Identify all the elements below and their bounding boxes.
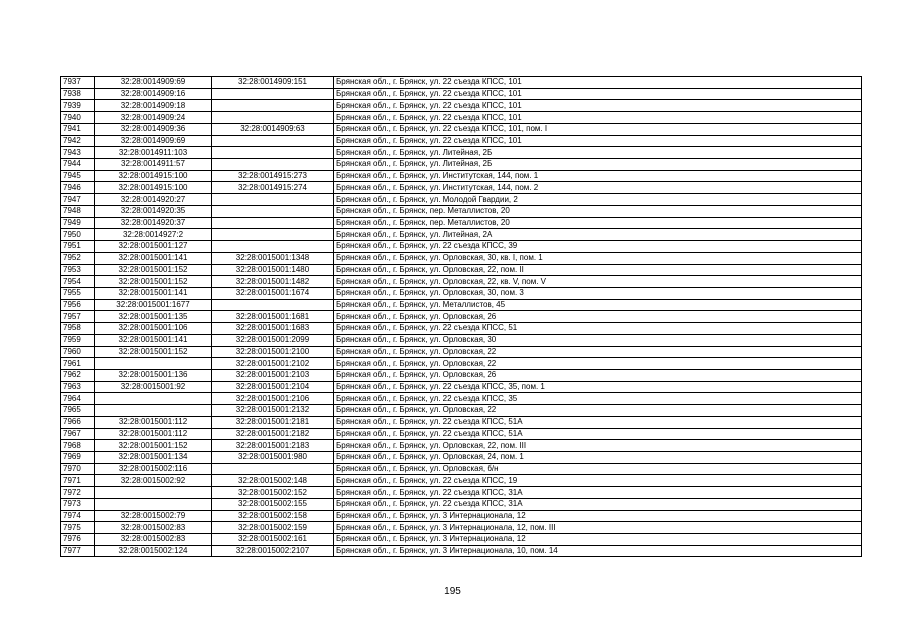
table-row [61,405,862,417]
cadastral-number-cell: 32:28:0014920:37 [95,217,212,229]
address-cell: Брянская обл., г. Брянск, ул. Орловская, 22, пом. II [334,264,862,276]
cadastral-number-cell: 32:28:0014909:24 [95,112,212,124]
cadastral-number-cell: 32:28:0015001:1677 [95,299,212,311]
sub-object-number-cell: 32:28:0014915:274 [212,182,334,194]
property-register-table [60,76,862,557]
cadastral-number-cell: 32:28:0015001:152 [95,276,212,288]
row-number-cell: 7938 [61,88,95,100]
table-row [61,229,862,241]
address-cell: Брянская обл., г. Брянск, ул. Орловская, 22, кв. V, пом. V [334,276,862,288]
address-cell: Брянская обл., г. Брянск, ул. 22 съезда КПСС, 101 [334,100,862,112]
row-number-cell: 7952 [61,252,95,264]
table-row [61,123,862,135]
address-cell: Брянская обл., г. Брянск, ул. Орловская, 24, пом. 1 [334,452,862,464]
row-number-cell: 7941 [61,123,95,135]
sub-object-number-cell: 32:28:0015001:1683 [212,323,334,335]
sub-object-number-cell: 32:28:0015001:2104 [212,381,334,393]
address-cell: Брянская обл., г. Брянск, ул. Литейная, 2Б [334,147,862,159]
table-row [61,334,862,346]
address-cell: Брянская обл., г. Брянск, ул. 22 съезда КПСС, 51 [334,323,862,335]
table-row [61,522,862,534]
cadastral-number-cell: 32:28:0015001:127 [95,241,212,253]
table-row [61,135,862,147]
row-number-cell: 7946 [61,182,95,194]
cadastral-number-cell: 32:28:0014927:2 [95,229,212,241]
sub-object-number-cell: 32:28:0015001:2103 [212,369,334,381]
address-cell: Брянская обл., г. Брянск, ул. 3 Интернационала, 12 [334,510,862,522]
row-number-cell: 7969 [61,452,95,464]
sub-object-number-cell: 32:28:0015001:1674 [212,287,334,299]
sub-object-number-cell: 32:28:0015001:2106 [212,393,334,405]
cadastral-number-cell: 32:28:0014909:36 [95,123,212,135]
sub-object-number-cell [212,299,334,311]
sub-object-number-cell: 32:28:0015001:2102 [212,358,334,370]
row-number-cell: 7961 [61,358,95,370]
cadastral-number-cell: 32:28:0015002:116 [95,463,212,475]
sub-object-number-cell: 32:28:0015001:1482 [212,276,334,288]
row-number-cell: 7965 [61,405,95,417]
row-number-cell: 7960 [61,346,95,358]
table-row [61,299,862,311]
table-row [61,88,862,100]
cadastral-number-cell: 32:28:0015001:106 [95,323,212,335]
cadastral-number-cell [95,393,212,405]
table-row [61,311,862,323]
page-number: 195 [444,586,461,597]
address-cell: Брянская обл., г. Брянск, ул. 22 съезда КПСС, 31А [334,487,862,499]
row-number-cell: 7959 [61,334,95,346]
cadastral-number-cell: 32:28:0015001:136 [95,369,212,381]
cadastral-number-cell: 32:28:0014915:100 [95,182,212,194]
address-cell: Брянская обл., г. Брянск, ул. 22 съезда КПСС, 101 [334,77,862,89]
address-cell: Брянская обл., г. Брянск, ул. 22 съезда КПСС, 31А [334,498,862,510]
row-number-cell: 7973 [61,498,95,510]
sub-object-number-cell: 32:28:0015002:148 [212,475,334,487]
address-cell: Брянская обл., г. Брянск, ул. Орловская, 30 [334,334,862,346]
sub-object-number-cell [212,241,334,253]
table-row [61,358,862,370]
table-row [61,475,862,487]
sub-object-number-cell: 32:28:0015001:1681 [212,311,334,323]
cadastral-number-cell: 32:28:0015001:141 [95,252,212,264]
sub-object-number-cell: 32:28:0015002:158 [212,510,334,522]
row-number-cell: 7971 [61,475,95,487]
address-cell: Брянская обл., г. Брянск, ул. Молодой Гвардии, 2 [334,194,862,206]
sub-object-number-cell: 32:28:0015001:2099 [212,334,334,346]
cadastral-number-cell: 32:28:0015001:112 [95,428,212,440]
sub-object-number-cell: 32:28:0015002:161 [212,534,334,546]
sub-object-number-cell [212,194,334,206]
table-row [61,147,862,159]
address-cell: Брянская обл., г. Брянск, ул. Литейная, 2А [334,229,862,241]
row-number-cell: 7964 [61,393,95,405]
table-row [61,393,862,405]
cadastral-number-cell: 32:28:0015001:112 [95,416,212,428]
cadastral-number-cell: 32:28:0015002:83 [95,522,212,534]
sub-object-number-cell [212,229,334,241]
cadastral-number-cell: 32:28:0014920:27 [95,194,212,206]
cadastral-number-cell: 32:28:0015001:134 [95,452,212,464]
address-cell: Брянская обл., г. Брянск, ул. Орловская, 22 [334,358,862,370]
address-cell: Брянская обл., г. Брянск, ул. Институтская, 144, пом. 2 [334,182,862,194]
cadastral-number-cell: 32:28:0015002:124 [95,545,212,557]
row-number-cell: 7939 [61,100,95,112]
table-row [61,100,862,112]
table-row [61,452,862,464]
address-cell: Брянская обл., г. Брянск, ул. 22 съезда КПСС, 101 [334,112,862,124]
table-row [61,194,862,206]
sub-object-number-cell: 32:28:0014909:63 [212,123,334,135]
table-row [61,534,862,546]
address-cell: Брянская обл., г. Брянск, ул. 22 съезда КПСС, 101, пом. I [334,123,862,135]
cadastral-number-cell: 32:28:0014920:35 [95,205,212,217]
sub-object-number-cell [212,205,334,217]
row-number-cell: 7975 [61,522,95,534]
table-row [61,112,862,124]
table-row [61,252,862,264]
row-number-cell: 7977 [61,545,95,557]
table-row [61,510,862,522]
address-cell: Брянская обл., г. Брянск, ул. Орловская, 26 [334,311,862,323]
address-cell: Брянская обл., г. Брянск, пер. Металлистов, 20 [334,217,862,229]
table-row [61,276,862,288]
cadastral-number-cell [95,487,212,499]
cadastral-number-cell [95,405,212,417]
row-number-cell: 7945 [61,170,95,182]
address-cell: Брянская обл., г. Брянск, ул. Орловская, 22 [334,405,862,417]
row-number-cell: 7962 [61,369,95,381]
cadastral-number-cell: 32:28:0014909:69 [95,135,212,147]
sub-object-number-cell [212,88,334,100]
sub-object-number-cell [212,217,334,229]
cadastral-number-cell: 32:28:0015001:152 [95,440,212,452]
table-body [61,77,862,557]
row-number-cell: 7953 [61,264,95,276]
table-row [61,217,862,229]
cadastral-number-cell: 32:28:0015001:135 [95,311,212,323]
cadastral-number-cell: 32:28:0014911:103 [95,147,212,159]
table-row [61,287,862,299]
cadastral-number-cell: 32:28:0015001:141 [95,287,212,299]
address-cell: Брянская обл., г. Брянск, ул. 22 съезда КПСС, 51А [334,428,862,440]
table-row [61,440,862,452]
address-cell: Брянская обл., г. Брянск, ул. Орловская, 22, пом. III [334,440,862,452]
row-number-cell: 7958 [61,323,95,335]
table-row [61,416,862,428]
row-number-cell: 7950 [61,229,95,241]
address-cell: Брянская обл., г. Брянск, ул. Орловская, 30, кв. I, пом. 1 [334,252,862,264]
sub-object-number-cell [212,135,334,147]
row-number-cell: 7942 [61,135,95,147]
address-cell: Брянская обл., г. Брянск, ул. 22 съезда КПСС, 51А [334,416,862,428]
row-number-cell: 7966 [61,416,95,428]
sub-object-number-cell: 32:28:0015002:2107 [212,545,334,557]
row-number-cell: 7963 [61,381,95,393]
address-cell: Брянская обл., г. Брянск, ул. Орловская, б/н [334,463,862,475]
address-cell: Брянская обл., г. Брянск, ул. 22 съезда КПСС, 39 [334,241,862,253]
table-row [61,159,862,171]
cadastral-number-cell: 32:28:0014911:57 [95,159,212,171]
address-cell: Брянская обл., г. Брянск, ул. 3 Интернационала, 10, пом. 14 [334,545,862,557]
row-number-cell: 7951 [61,241,95,253]
row-number-cell: 7970 [61,463,95,475]
cadastral-number-cell: 32:28:0014909:18 [95,100,212,112]
sub-object-number-cell [212,112,334,124]
address-cell: Брянская обл., г. Брянск, ул. Институтская, 144, пом. 1 [334,170,862,182]
sub-object-number-cell: 32:28:0014915:273 [212,170,334,182]
cadastral-number-cell: 32:28:0014915:100 [95,170,212,182]
sub-object-number-cell [212,147,334,159]
sub-object-number-cell [212,159,334,171]
table-row [61,182,862,194]
row-number-cell: 7957 [61,311,95,323]
cadastral-number-cell: 32:28:0015002:79 [95,510,212,522]
sub-object-number-cell: 32:28:0015002:152 [212,487,334,499]
row-number-cell: 7974 [61,510,95,522]
table-row [61,241,862,253]
row-number-cell: 7940 [61,112,95,124]
cadastral-number-cell: 32:28:0015001:152 [95,264,212,276]
cadastral-number-cell [95,358,212,370]
table-row [61,205,862,217]
address-cell: Брянская обл., г. Брянск, ул. 3 Интернационала, 12, пом. III [334,522,862,534]
cadastral-number-cell: 32:28:0015002:92 [95,475,212,487]
sub-object-number-cell: 32:28:0015001:1480 [212,264,334,276]
row-number-cell: 7972 [61,487,95,499]
table-row [61,369,862,381]
row-number-cell: 7943 [61,147,95,159]
sub-object-number-cell: 32:28:0015001:2132 [212,405,334,417]
address-cell: Брянская обл., г. Брянск, ул. Литейная, 2Б [334,159,862,171]
address-cell: Брянская обл., г. Брянск, ул. 22 съезда КПСС, 101 [334,135,862,147]
table-row [61,498,862,510]
cadastral-number-cell: 32:28:0014909:16 [95,88,212,100]
cadastral-number-cell [95,498,212,510]
sub-object-number-cell [212,463,334,475]
sub-object-number-cell: 32:28:0015001:2100 [212,346,334,358]
address-cell: Брянская обл., г. Брянск, ул. Орловская, 22 [334,346,862,358]
row-number-cell: 7967 [61,428,95,440]
sub-object-number-cell: 32:28:0015002:155 [212,498,334,510]
address-cell: Брянская обл., г. Брянск, ул. 22 съезда КПСС, 19 [334,475,862,487]
row-number-cell: 7944 [61,159,95,171]
table-row [61,381,862,393]
cadastral-number-cell: 32:28:0015001:141 [95,334,212,346]
table-row [61,463,862,475]
row-number-cell: 7955 [61,287,95,299]
cadastral-number-cell: 32:28:0015001:92 [95,381,212,393]
sub-object-number-cell: 32:28:0015001:1348 [212,252,334,264]
table-row [61,323,862,335]
row-number-cell: 7949 [61,217,95,229]
row-number-cell: 7956 [61,299,95,311]
address-cell: Брянская обл., г. Брянск, ул. 3 Интернационала, 12 [334,534,862,546]
sub-object-number-cell: 32:28:0015001:980 [212,452,334,464]
sub-object-number-cell: 32:28:0014909:151 [212,77,334,89]
table-row [61,77,862,89]
address-cell: Брянская обл., г. Брянск, ул. Орловская, 26 [334,369,862,381]
row-number-cell: 7954 [61,276,95,288]
address-cell: Брянская обл., г. Брянск, ул. 22 съезда КПСС, 35, пом. 1 [334,381,862,393]
table-row [61,346,862,358]
sub-object-number-cell: 32:28:0015001:2182 [212,428,334,440]
address-cell: Брянская обл., г. Брянск, ул. Металлистов, 45 [334,299,862,311]
table-row [61,428,862,440]
row-number-cell: 7968 [61,440,95,452]
sub-object-number-cell [212,100,334,112]
address-cell: Брянская обл., г. Брянск, ул. 22 съезда КПСС, 35 [334,393,862,405]
address-cell: Брянская обл., г. Брянск, ул. 22 съезда КПСС, 101 [334,88,862,100]
row-number-cell: 7937 [61,77,95,89]
table-row [61,264,862,276]
cadastral-number-cell: 32:28:0014909:69 [95,77,212,89]
row-number-cell: 7948 [61,205,95,217]
table-row [61,545,862,557]
cadastral-number-cell: 32:28:0015001:152 [95,346,212,358]
row-number-cell: 7947 [61,194,95,206]
table-row [61,487,862,499]
sub-object-number-cell: 32:28:0015001:2183 [212,440,334,452]
sub-object-number-cell: 32:28:0015001:2181 [212,416,334,428]
cadastral-number-cell: 32:28:0015002:83 [95,534,212,546]
address-cell: Брянская обл., г. Брянск, ул. Орловская, 30, пом. 3 [334,287,862,299]
sub-object-number-cell: 32:28:0015002:159 [212,522,334,534]
address-cell: Брянская обл., г. Брянск, пер. Металлистов, 20 [334,205,862,217]
row-number-cell: 7976 [61,534,95,546]
table-row [61,170,862,182]
